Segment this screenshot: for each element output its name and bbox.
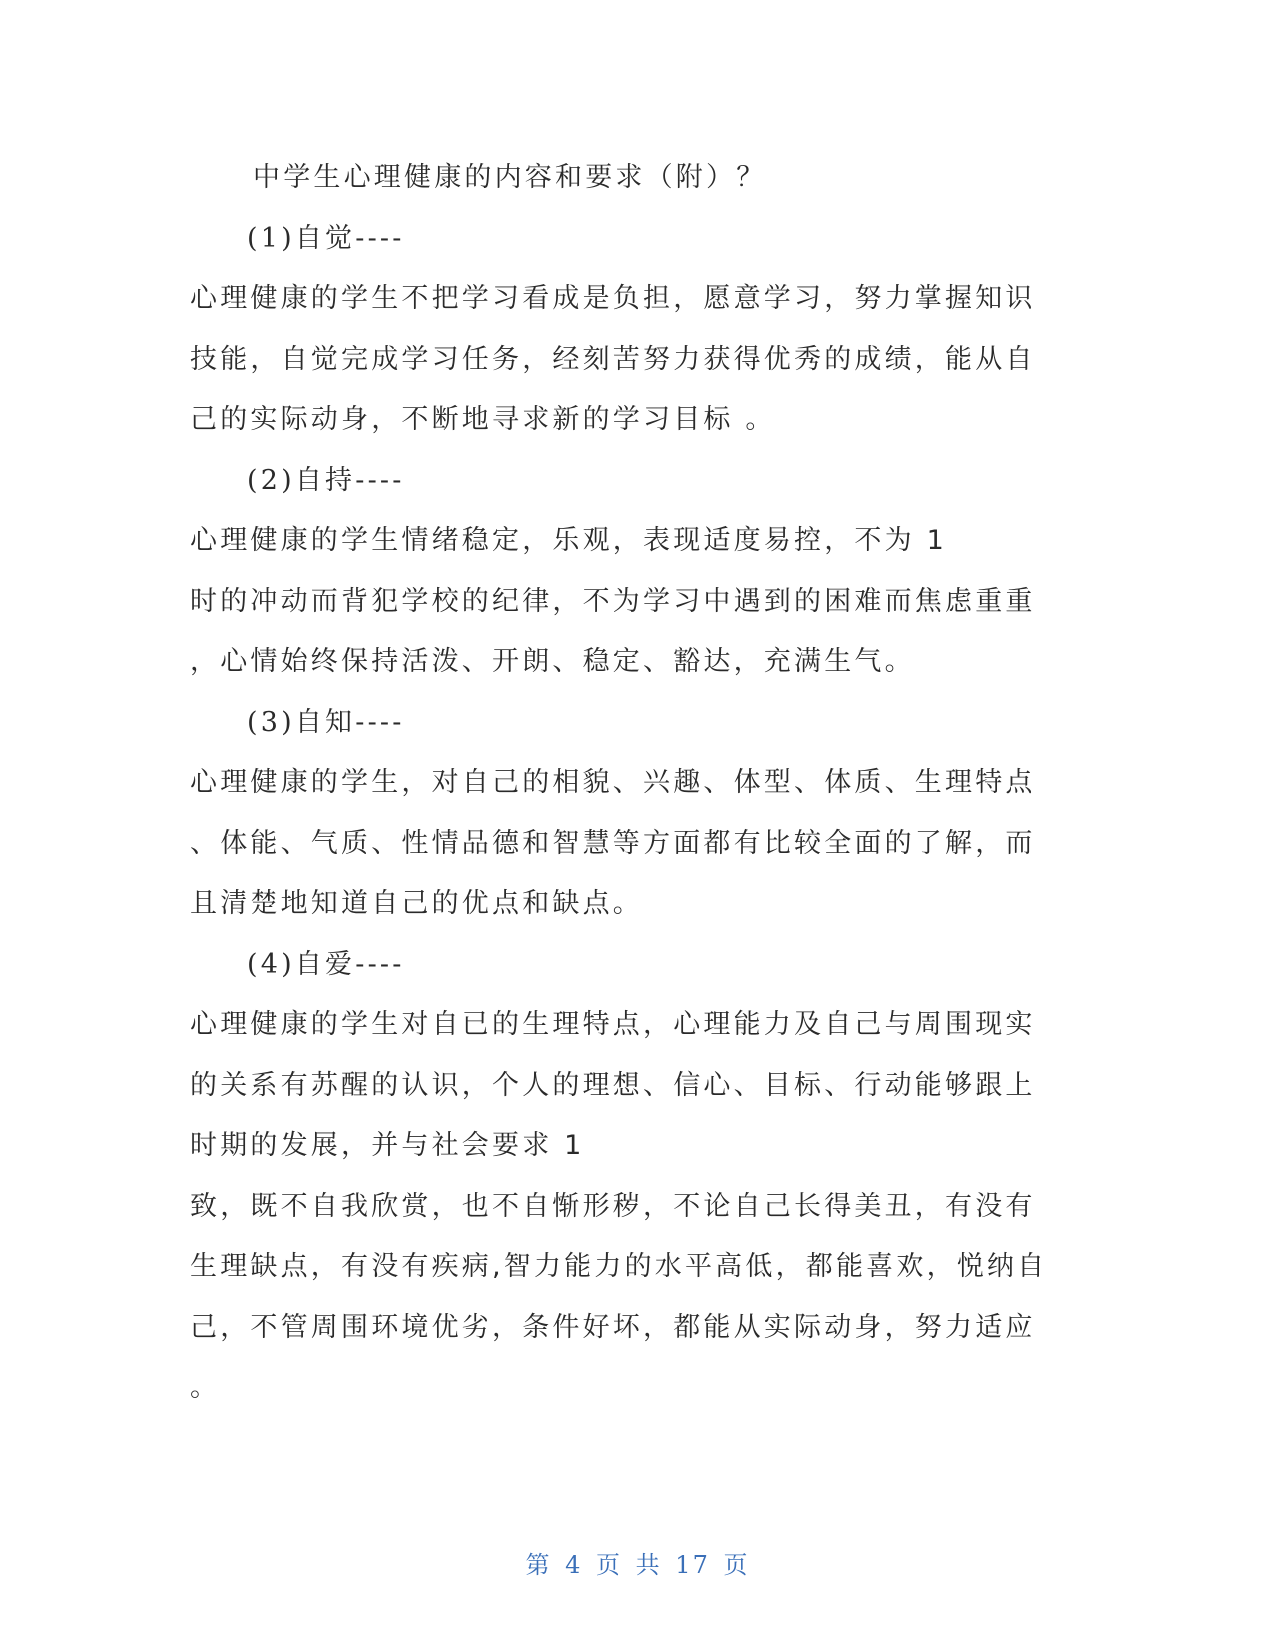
paragraph-line: 己，不管周围环境优劣，条件好坏，都能从实际动身，努力适应 — [190, 1311, 1036, 1343]
paragraph-line: 心理健康的学生，对自己的相貌、兴趣、体型、体质、生理特点 — [190, 767, 1036, 798]
section-heading-4: (4)自爱---- — [247, 948, 405, 980]
paragraph-line: 时的冲动而背犯学校的纪律，不为学习中遇到的困难而焦虑重重 — [190, 585, 1036, 617]
section-heading-1: (1)自觉---- — [247, 222, 405, 254]
paragraph-line: 生理缺点，有没有疾病,智力能力的水平高低，都能喜欢，悦纳自 — [190, 1251, 1048, 1282]
paragraph-line: 且清楚地知道自己的优点和缺点。 — [190, 888, 643, 919]
document-body — [190, 148, 1070, 1419]
paragraph-line: 己的实际动身，不断地寻求新的学习目标 。 — [190, 404, 776, 435]
paragraph-line: ，心情始终保持活泼、开朗、稳定、豁达，充满生气。 — [190, 646, 915, 677]
paragraph-line: 致，既不自我欣赏，也不自惭形秽，不论自己长得美丑，有没有 — [190, 1190, 1036, 1222]
paragraph-line: 技能，自觉完成学习任务，经刻苦努力获得优秀的成绩，能从自 — [190, 343, 1036, 375]
paragraph-line: 时期的发展，并与社会要求 1 — [190, 1130, 585, 1161]
paragraph-line: 心理健康的学生对自已的生理特点，心理能力及自己与周围现实 — [190, 1009, 1036, 1040]
document-title: 中学生心理健康的内容和要求（附）？ — [253, 162, 767, 193]
section-heading-2: (2)自持---- — [247, 464, 405, 496]
paragraph-line: 、体能、气质、性情品德和智慧等方面都有比较全面的了解，而 — [190, 827, 1036, 859]
page-number-footer: 第 4 页 共 17 页 — [525, 1551, 750, 1579]
paragraph-line: 心理健康的学生情绪稳定，乐观，表现适度易控，不为 1 — [190, 525, 947, 556]
paragraph-line: 的关系有苏醒的认识，个人的理想、信心、目标、行动能够跟上 — [190, 1069, 1036, 1101]
section-heading-3: (3)自知---- — [247, 706, 405, 738]
paragraph-line: 。 — [190, 1372, 221, 1403]
paragraph-line: 心理健康的学生不把学习看成是负担，愿意学习，努力掌握知识 — [190, 283, 1036, 314]
